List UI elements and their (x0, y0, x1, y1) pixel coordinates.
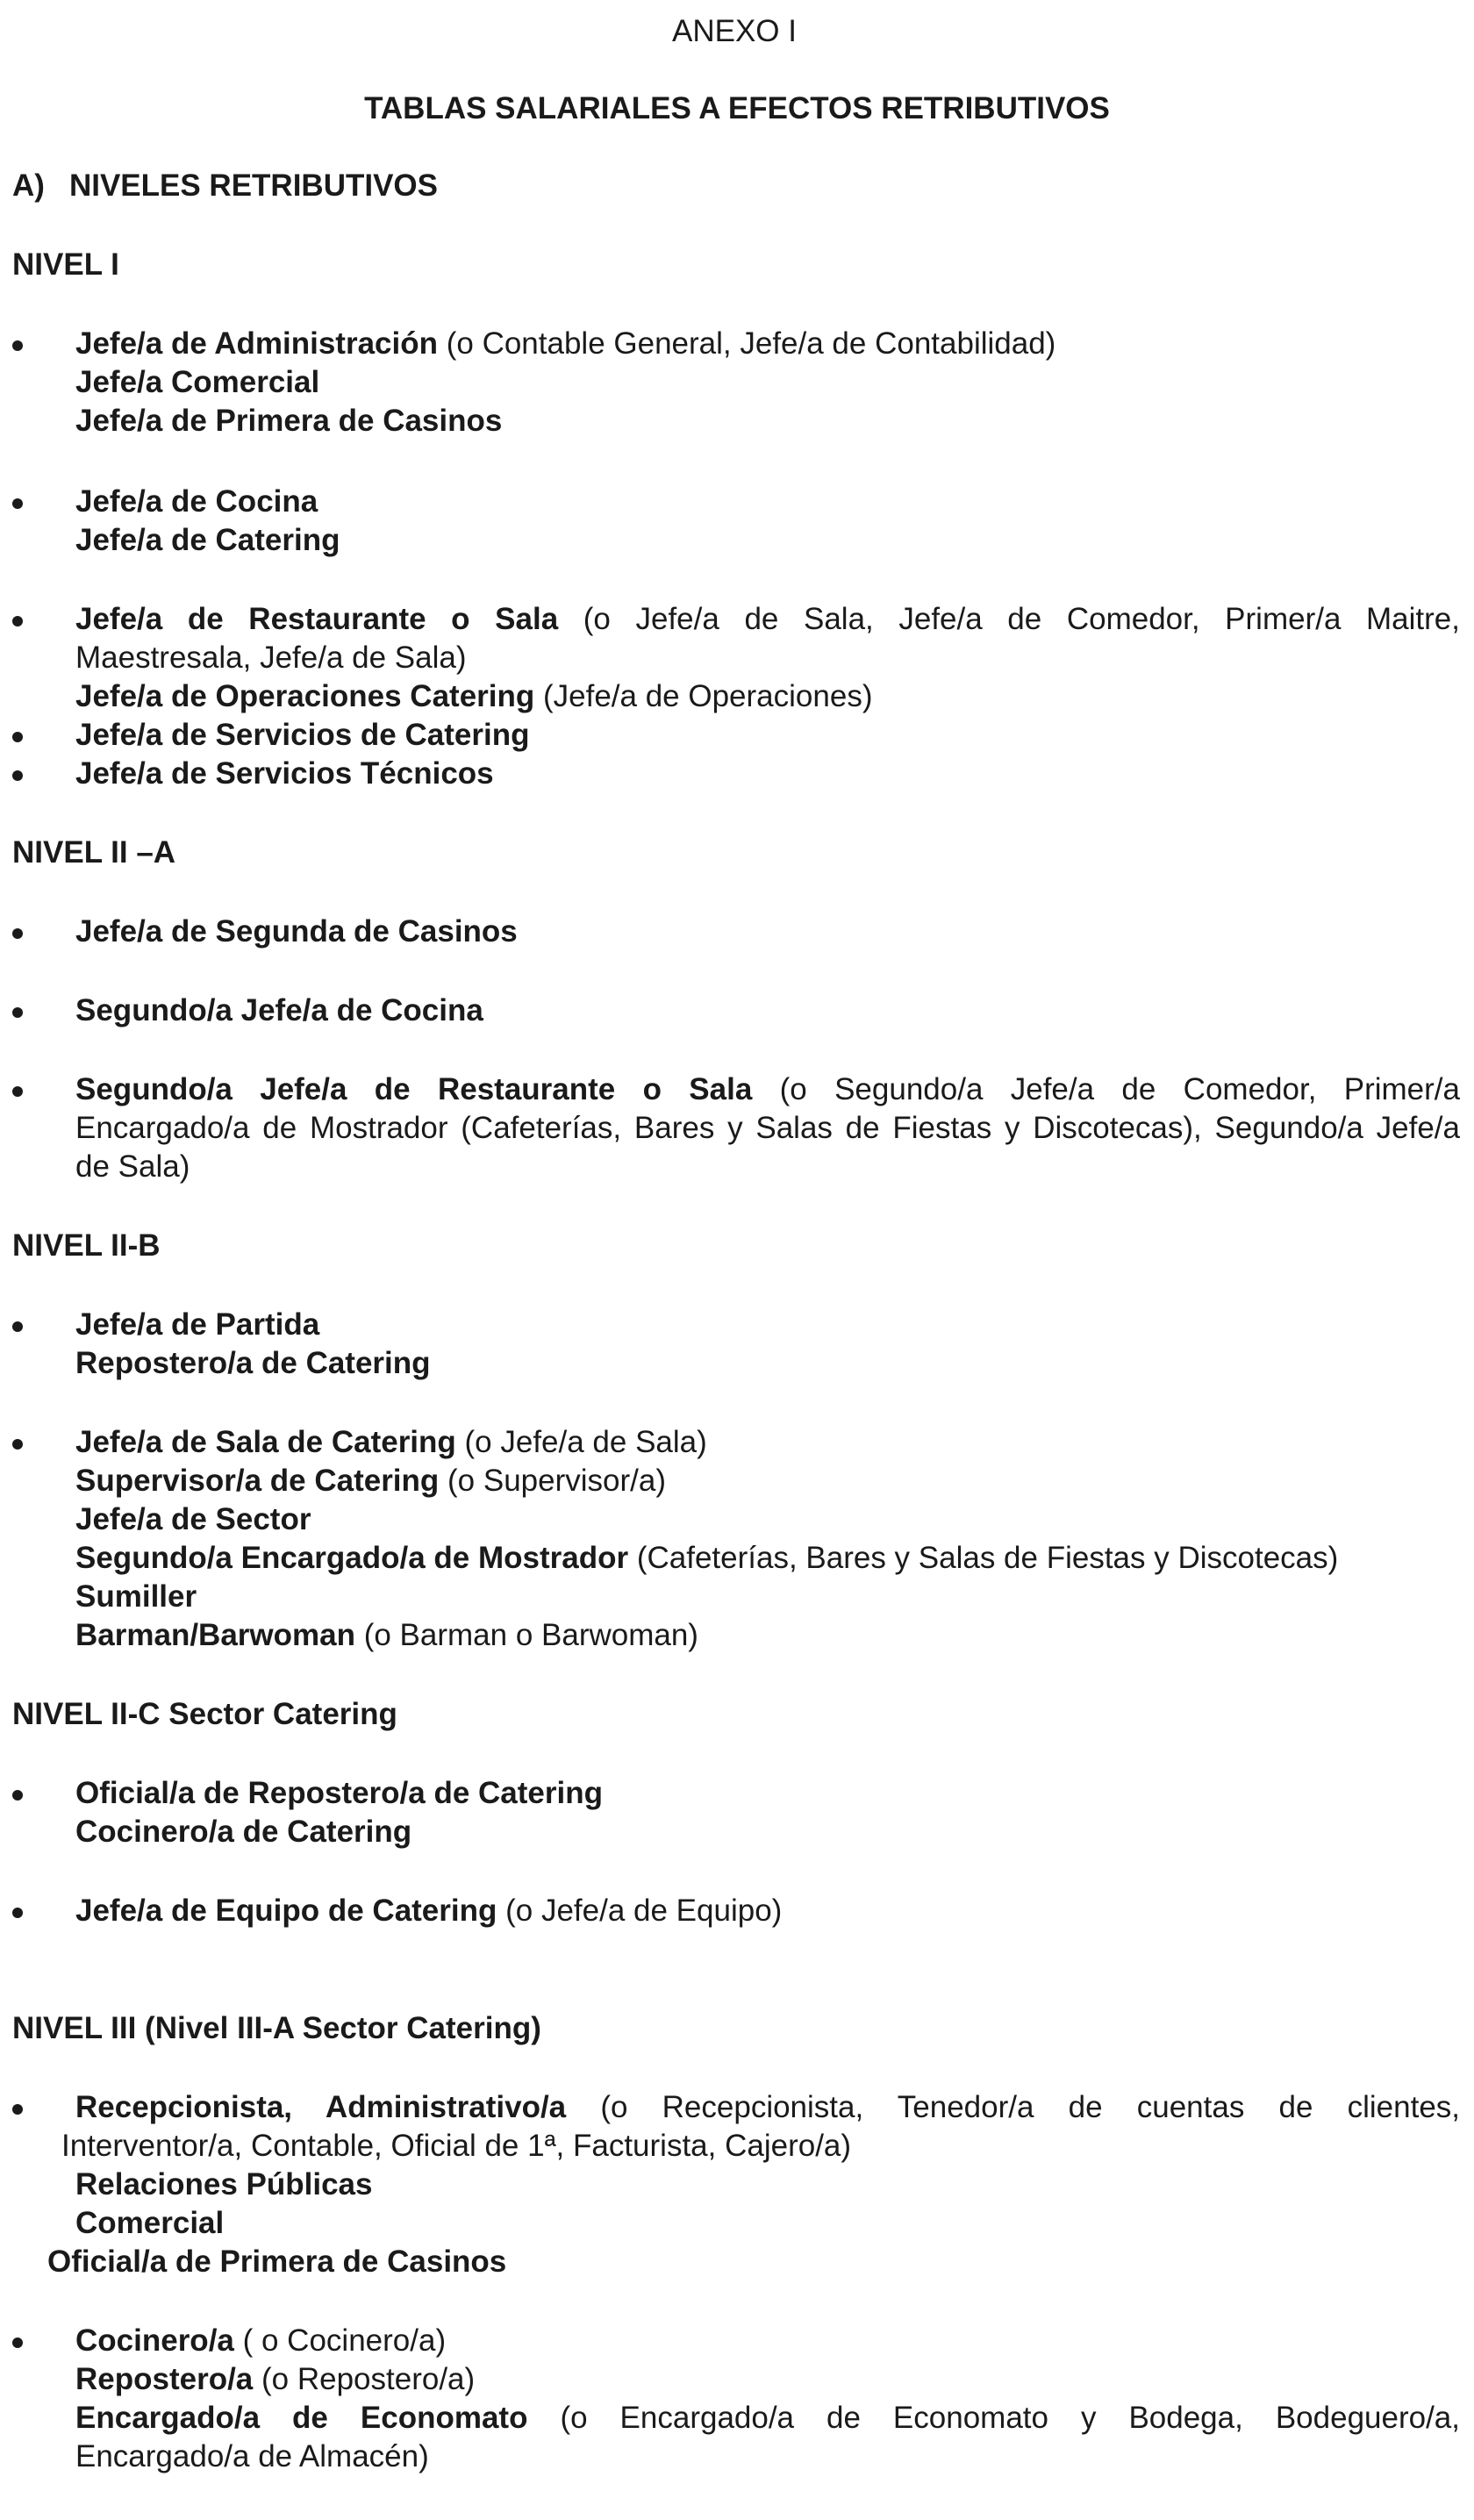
list-item: Segundo/a Jefe/a de Restaurante o Sala (o Segundo/a Jefe/a de Comedor, Primer/a (75, 1072, 1460, 1106)
list-item-continuation: Interventor/a, Contable, Oficial de 1ª, Facturista, Cajero/a) (61, 2129, 852, 2163)
list-item-continuation: Maestresala, Jefe/a de Sala) (75, 641, 467, 675)
bullet-icon (12, 732, 23, 742)
list-item: Segundo/a Jefe/a de Cocina (75, 993, 483, 1027)
bullet-icon (12, 1439, 23, 1450)
nivel-1-title: NIVEL I (12, 247, 119, 282)
list-item: Cocinero/a ( o Cocinero/a) (75, 2323, 447, 2358)
bullet-icon (12, 616, 23, 626)
bullet-icon (12, 1321, 23, 1332)
list-item: Repostero/a de Catering (75, 1346, 431, 1380)
list-item: Cocinero/a de Catering (75, 1815, 412, 1849)
list-item: Jefe/a de Servicios de Catering (75, 718, 530, 752)
list-item: Oficial/a de Primera de Casinos (47, 2244, 507, 2279)
list-item: Jefe/a de Cocina (75, 484, 318, 519)
list-item: Jefe/a Comercial (75, 365, 320, 399)
bullet-icon (12, 1007, 23, 1018)
list-item: Jefe/a de Sala de Catering (o Jefe/a de Sala) (75, 1425, 707, 1459)
list-item: Jefe/a de Operaciones Catering (Jefe/a de Operaciones) (75, 679, 873, 713)
list-item: Encargado/a de Economato (o Encargado/a de Economato y Bodega, Bodeguero/a, (75, 2401, 1460, 2435)
list-item: Jefe/a de Partida (75, 1307, 320, 1342)
list-item: Repostero/a (o Repostero/a) (75, 2362, 476, 2396)
bullet-icon (12, 928, 23, 939)
list-item: Sumiller (75, 1579, 197, 1614)
section-title: NIVELES RETRIBUTIVOS (68, 168, 438, 203)
bullet-icon (12, 340, 23, 351)
annex-heading: TABLAS SALARIALES A EFECTOS RETRIBUTIVOS (364, 91, 1110, 125)
bullet-icon (12, 1086, 23, 1097)
list-item: Jefe/a de Administración (o Contable General, Jefe/a de Contabilidad) (75, 326, 1056, 361)
bullet-icon (12, 770, 23, 781)
list-item: Recepcionista, Administrativo/a (o Recepcionista, Tenedor/a de cuentas de clientes, (75, 2090, 1461, 2124)
section-letter: A) (12, 168, 45, 203)
nivel-3-title: NIVEL III (Nivel III-A Sector Catering) (12, 2011, 541, 2045)
list-item: Barman/Barwoman (o Barman o Barwoman) (75, 1618, 698, 1652)
list-item: Oficial/a de Repostero/a de Catering (75, 1776, 603, 1810)
nivel-2c-title: NIVEL II-C Sector Catering (12, 1697, 397, 1731)
list-item-continuation: de Sala) (75, 1149, 190, 1184)
list-item: Comercial (75, 2206, 225, 2240)
bullet-icon (12, 1790, 23, 1801)
list-item: Jefe/a de Primera de Casinos (75, 404, 503, 438)
list-item: Jefe/a de Restaurante o Sala (o Jefe/a de Sala, Jefe/a de Comedor, Primer/a Maitre, (75, 602, 1460, 636)
section-heading (12, 167, 1474, 205)
list-item-continuation: Encargado/a de Mostrador (Cafeterías, Bares y Salas de Fiestas y Discotecas), Segundo/a Jefe/a (75, 1111, 1460, 1145)
bullet-icon (12, 2337, 23, 2348)
list-item: Supervisor/a de Catering (o Supervisor/a) (75, 1464, 667, 1498)
list-item: Jefe/a de Servicios Técnicos (75, 756, 494, 791)
nivel-2b-title: NIVEL II-B (12, 1228, 161, 1263)
bullet-icon (12, 1908, 23, 1918)
list-item: Segundo/a Encargado/a de Mostrador (Cafeterías, Bares y Salas de Fiestas y Discotecas) (75, 1541, 1339, 1575)
list-item: Relaciones Públicas (75, 2167, 373, 2201)
nivel-2a-title: NIVEL II –A (12, 835, 176, 870)
bullet-icon (12, 498, 23, 509)
list-item: Jefe/a de Equipo de Catering (o Jefe/a de Equipo) (75, 1894, 783, 1928)
list-item-continuation: Encargado/a de Almacén) (75, 2439, 429, 2473)
bullet-icon (12, 2104, 23, 2115)
annex-title: ANEXO I (672, 14, 797, 48)
list-item: Jefe/a de Segunda de Casinos (75, 914, 518, 949)
list-item: Jefe/a de Catering (75, 523, 340, 557)
list-item: Jefe/a de Sector (75, 1502, 311, 1536)
